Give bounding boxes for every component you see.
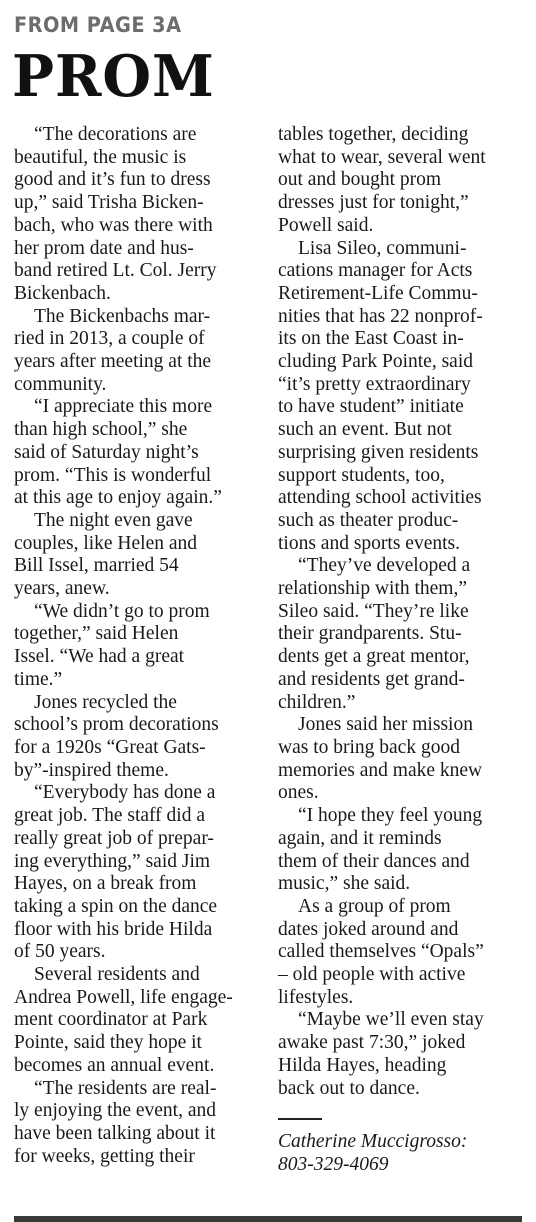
paragraph: The night even gave couples, like Helen and Bill Issel, married 54 years, anew. bbox=[14, 509, 198, 600]
article-column-right bbox=[278, 124, 524, 1176]
byline-rule bbox=[278, 1118, 322, 1120]
article-column-left bbox=[14, 124, 256, 1168]
headline: PROM bbox=[12, 43, 215, 110]
jump-label: FROM PAGE 3A bbox=[14, 13, 182, 37]
paragraph: “I hope they feel young again, and it reminds them of their dances and music,” she said. bbox=[278, 805, 483, 895]
paragraph: Lisa Sileo, communi- cations manager for Acts Retirement-Life Commu- nities that has 22 nonprof- its on the East Coast in- cluding Park Pointe, said “it’s pretty extraordinary to have student” initiate such an event. But not surprising given residents support students, too, attending school activities such as theater produc- tions and sports events. bbox=[278, 237, 483, 554]
paragraph: “They’ve developed a relationship with them,” Sileo said. “They’re like their grandparents. Stu- dents get a great mentor, and residents get grand- children.” bbox=[278, 555, 471, 713]
paragraph: “Everybody has done a great job. The staff did a really great job of prepar- ing everything,” said Jim Hayes, on a break from taking a spin on the dance floor with his bride Hilda of 50 years. bbox=[14, 782, 218, 963]
paragraph: Several residents and Andrea Powell, life engage- ment coordinator at Park Pointe, said they hope it becomes an annual event. bbox=[14, 964, 233, 1076]
paragraph: “I appreciate this more than high school,” she said of Saturday night’s prom. “This is wonderful at this age to enjoy again.” bbox=[14, 396, 222, 509]
paragraph-continued: tables together, deciding what to wear, several went out and bought prom dresses just for tonight,” Powell said. bbox=[278, 124, 486, 236]
paragraph: Jones recycled the school’s prom decorations for a 1920s “Great Gats- by”-inspired theme. bbox=[14, 691, 219, 781]
page-bottom-rule bbox=[14, 1216, 522, 1222]
byline: Catherine Muccigrosso: 803-329-4069 bbox=[278, 1131, 468, 1176]
paragraph: “Maybe we’ll even stay awake past 7:30,” joked Hilda Hayes, heading back out to dance. bbox=[278, 1009, 484, 1099]
paragraph: Jones said her mission was to bring back good memories and make knew ones. bbox=[278, 714, 483, 804]
paragraph: “The decorations are beautiful, the music is good and it’s fun to dress up,” said Trisha Bicken- bach, who was there with her prom date and hus- band retired Lt. Col. Jerry Bickenbach. bbox=[14, 124, 217, 304]
paragraph: “The residents are real- ly enjoying the event, and have been talking about it for weeks, getting their bbox=[14, 1077, 217, 1167]
paragraph: “We didn’t go to prom together,” said Helen Issel. “We had a great time.” bbox=[14, 600, 210, 690]
paragraph: As a group of prom dates joked around and called themselves “Opals” – old people with active lifestyles. bbox=[278, 895, 484, 1008]
paragraph: The Bickenbachs mar- ried in 2013, a couple of years after meeting at the community. bbox=[14, 305, 212, 395]
